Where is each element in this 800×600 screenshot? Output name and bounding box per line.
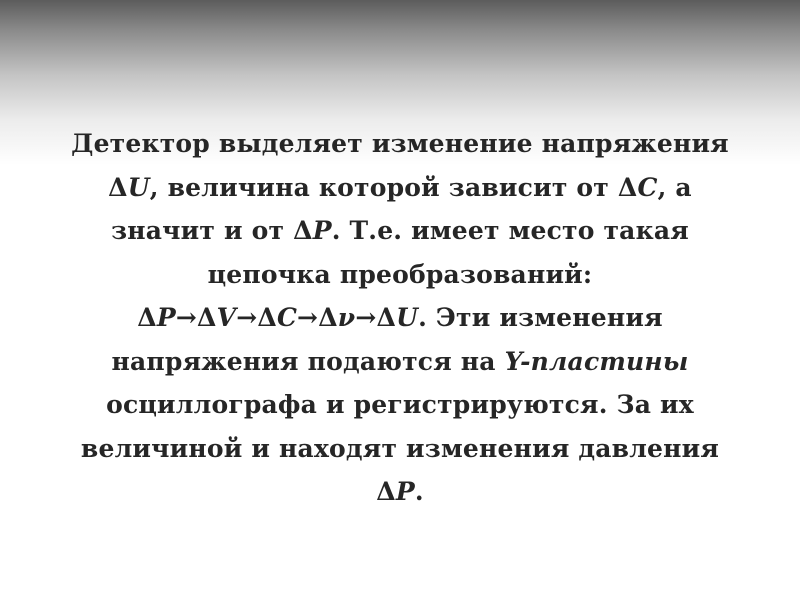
text-line [40, 166, 760, 210]
text-line [40, 296, 760, 340]
text-line [40, 427, 760, 471]
text-line [40, 253, 760, 297]
italic-symbol: V [216, 303, 237, 332]
text-segment: величиной и находят изменения давления [80, 433, 720, 463]
text-segment: , величина которой зависит от Δ [149, 172, 638, 202]
text-segment: . Т.е. имеет место такая [331, 216, 689, 245]
text-line [40, 122, 760, 166]
text-segment: Детектор выделяет изменение напряжения [71, 129, 729, 158]
italic-symbol: ν [337, 303, 356, 332]
text-segment: . [414, 477, 424, 506]
text-segment: Δ [108, 172, 128, 202]
text-line [40, 340, 760, 384]
italic-symbol: P [395, 477, 415, 506]
italic-symbol: C [637, 172, 658, 202]
italic-symbol: U [127, 172, 150, 202]
text-segment: , а [657, 172, 692, 202]
text-segment: напряжения подаются на [111, 346, 505, 376]
text-segment: →Δ [355, 303, 397, 332]
text-line [40, 470, 760, 514]
text-segment: Δ [376, 477, 396, 506]
text-segment: →Δ [175, 303, 217, 332]
text-segment: →Δ [236, 303, 277, 332]
slide-body-text [40, 122, 760, 514]
text-segment: цепочка преобразований: [207, 259, 593, 289]
italic-symbol: U [396, 303, 419, 332]
italic-symbol: Y-пластины [504, 346, 689, 376]
text-segment: значит и от Δ [111, 216, 313, 245]
text-segment: Δ [137, 303, 157, 332]
text-segment: осциллографа и регистрируются. За их [106, 390, 694, 419]
italic-symbol: P [156, 303, 176, 332]
text-line [40, 383, 760, 427]
text-segment: →Δ [297, 303, 338, 332]
text-line [40, 209, 760, 253]
text-segment: . Эти изменения [418, 303, 663, 332]
italic-symbol: C [276, 303, 298, 332]
italic-symbol: P [312, 216, 332, 245]
